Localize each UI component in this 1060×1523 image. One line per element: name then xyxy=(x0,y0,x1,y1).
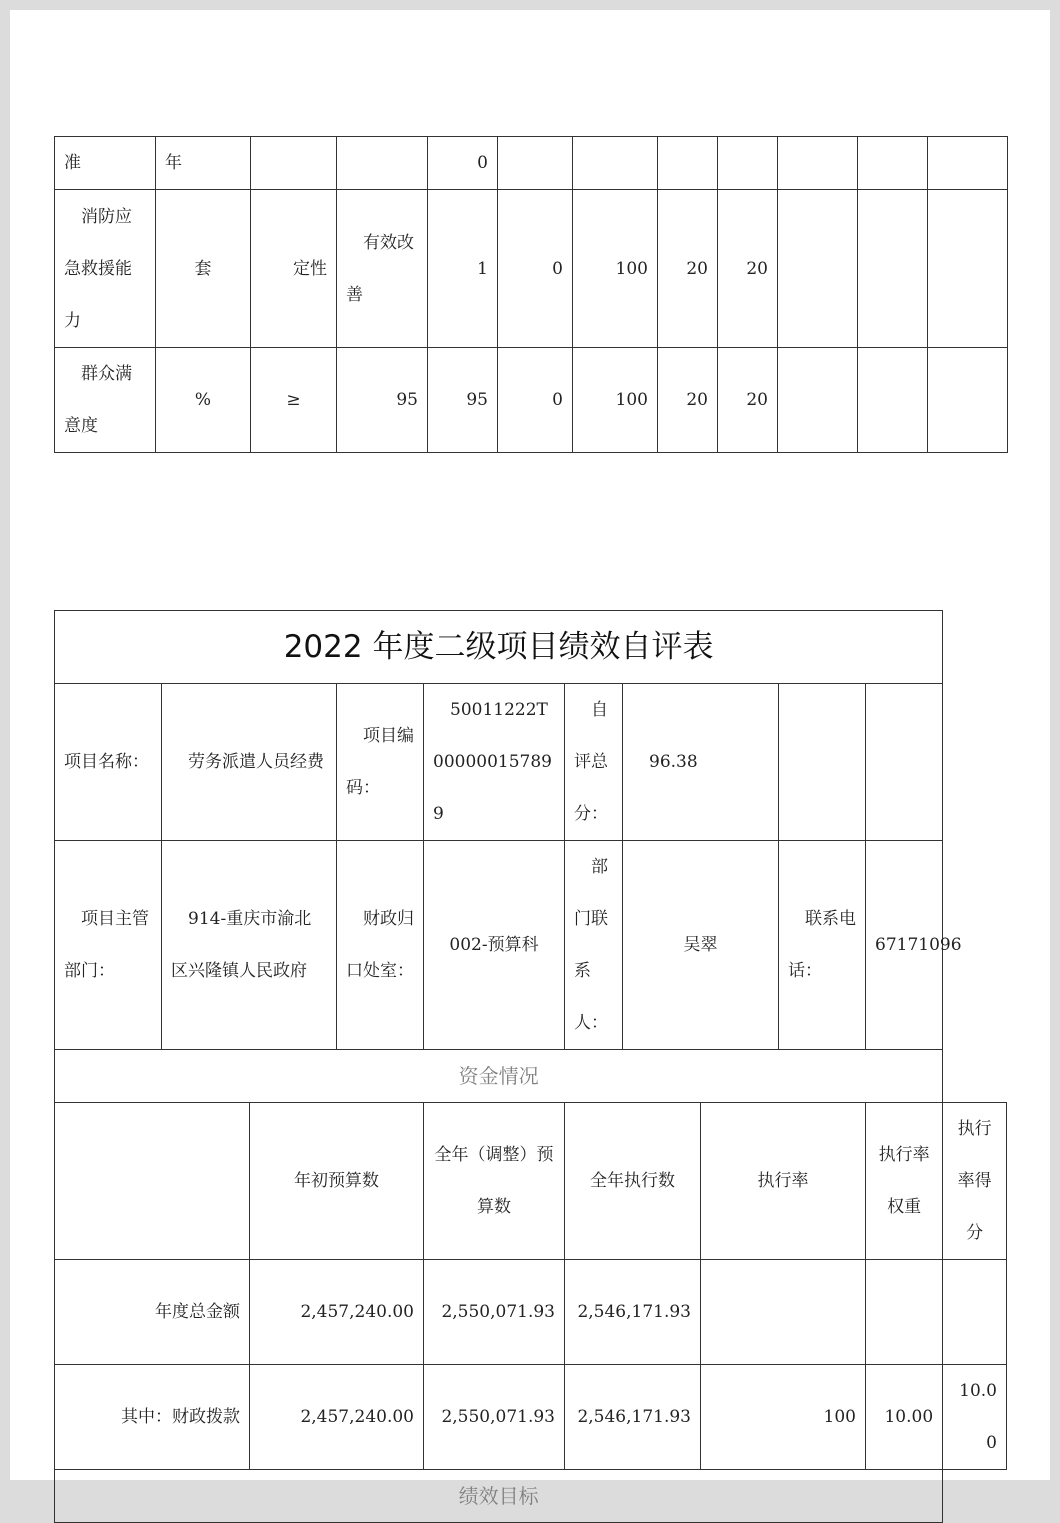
empty-cell xyxy=(928,190,1008,348)
table-row xyxy=(55,348,1008,453)
phone-label: 联系电话： xyxy=(779,841,866,1050)
indicator-name-cell: 准 xyxy=(55,137,156,190)
funds-header-score: 执行率得分 xyxy=(943,1103,1007,1260)
dept-label: 项目主管部门： xyxy=(55,841,162,1050)
funds-rate-value: 100 xyxy=(701,1365,866,1470)
value-cell: 100 xyxy=(573,348,658,453)
target-cell: 95 xyxy=(337,348,428,453)
funds-header-rate: 执行率 xyxy=(701,1103,866,1260)
funds-executed-value: 2,546,171.93 xyxy=(565,1260,701,1365)
unit-cell: % xyxy=(156,348,251,453)
funds-header-initial: 年初预算数 xyxy=(250,1103,424,1260)
funds-initial-value: 2,457,240.00 xyxy=(250,1365,424,1470)
funds-row-label: 年度总金额 xyxy=(55,1260,250,1365)
value-cell: 0 xyxy=(498,190,573,348)
funds-initial-value: 2,457,240.00 xyxy=(250,1260,424,1365)
funds-weight-value: 10.00 xyxy=(866,1365,943,1470)
value-cell: 20 xyxy=(718,348,778,453)
table-row xyxy=(55,1103,1007,1260)
indicator-name-cell: 群众满意度 xyxy=(55,348,156,453)
document-page xyxy=(10,10,1050,1508)
table-row xyxy=(55,841,1007,1050)
finance-office-label: 财政归口处室： xyxy=(337,841,424,1050)
contact-label: 部门联系人： xyxy=(565,841,623,1050)
project-code-value: 50011222T000000157899 xyxy=(424,684,565,841)
table-row xyxy=(55,190,1008,348)
goals-section-heading: 绩效目标 xyxy=(55,1470,943,1523)
funds-header-blank xyxy=(55,1103,250,1260)
value-cell: 20 xyxy=(658,348,718,453)
dept-value: 914-重庆市渝北区兴隆镇人民政府 xyxy=(162,841,337,1050)
funds-weight-value xyxy=(866,1260,943,1365)
project-name-value: 劳务派遣人员经费 xyxy=(162,684,337,841)
value-cell xyxy=(718,137,778,190)
funds-score-value: 10.00 xyxy=(943,1365,1007,1470)
value-cell: 100 xyxy=(573,190,658,348)
funds-section-heading: 资金情况 xyxy=(55,1050,943,1103)
target-cell xyxy=(337,137,428,190)
funds-executed-value: 2,546,171.93 xyxy=(565,1365,701,1470)
empty-cell xyxy=(866,684,943,841)
table-row xyxy=(55,1365,1007,1470)
table-row xyxy=(55,1470,1007,1523)
table-row xyxy=(55,137,1008,190)
contact-value: 吴翠 xyxy=(623,841,779,1050)
funds-row-label: 其中：财政拨款 xyxy=(55,1365,250,1470)
table-row xyxy=(55,1260,1007,1365)
form-title: 2022 年度二级项目绩效自评表 xyxy=(55,611,943,684)
empty-cell xyxy=(858,190,928,348)
funds-rate-value xyxy=(701,1260,866,1365)
funds-header-adjusted: 全年（调整）预算数 xyxy=(424,1103,565,1260)
value-cell: 95 xyxy=(428,348,498,453)
funds-header-weight: 执行率权重 xyxy=(866,1103,943,1260)
table-row xyxy=(55,611,1007,684)
empty-cell xyxy=(778,190,858,348)
empty-cell xyxy=(779,684,866,841)
project-code-label: 项目编码： xyxy=(337,684,424,841)
value-cell: 20 xyxy=(658,190,718,348)
nature-cell: 定性 xyxy=(251,190,337,348)
empty-cell xyxy=(778,137,858,190)
empty-cell xyxy=(928,137,1008,190)
value-cell: 20 xyxy=(718,190,778,348)
funds-adjusted-value: 2,550,071.93 xyxy=(424,1260,565,1365)
empty-cell xyxy=(858,348,928,453)
nature-cell xyxy=(251,137,337,190)
value-cell xyxy=(573,137,658,190)
table-row xyxy=(55,1050,1007,1103)
indicator-name-cell: 消防应急救援能力 xyxy=(55,190,156,348)
phone-value: 67171096 xyxy=(866,841,943,1050)
unit-cell: 套 xyxy=(156,190,251,348)
value-cell: 0 xyxy=(428,137,498,190)
project-name-label: 项目名称： xyxy=(55,684,162,841)
nature-cell: ≥ xyxy=(251,348,337,453)
self-evaluation-table xyxy=(54,610,1007,1523)
empty-cell xyxy=(778,348,858,453)
value-cell: 0 xyxy=(498,348,573,453)
value-cell xyxy=(498,137,573,190)
self-score-label: 自评总分： xyxy=(565,684,623,841)
empty-cell xyxy=(928,348,1008,453)
finance-office-value: 002-预算科 xyxy=(424,841,565,1050)
funds-score-value xyxy=(943,1260,1007,1365)
empty-cell xyxy=(858,137,928,190)
funds-header-executed: 全年执行数 xyxy=(565,1103,701,1260)
value-cell: 1 xyxy=(428,190,498,348)
indicator-table xyxy=(54,136,1008,453)
value-cell xyxy=(658,137,718,190)
self-score-value: 96.38 xyxy=(623,684,779,841)
table-row xyxy=(55,684,1007,841)
funds-adjusted-value: 2,550,071.93 xyxy=(424,1365,565,1470)
target-cell: 有效改善 xyxy=(337,190,428,348)
unit-cell: 年 xyxy=(156,137,251,190)
